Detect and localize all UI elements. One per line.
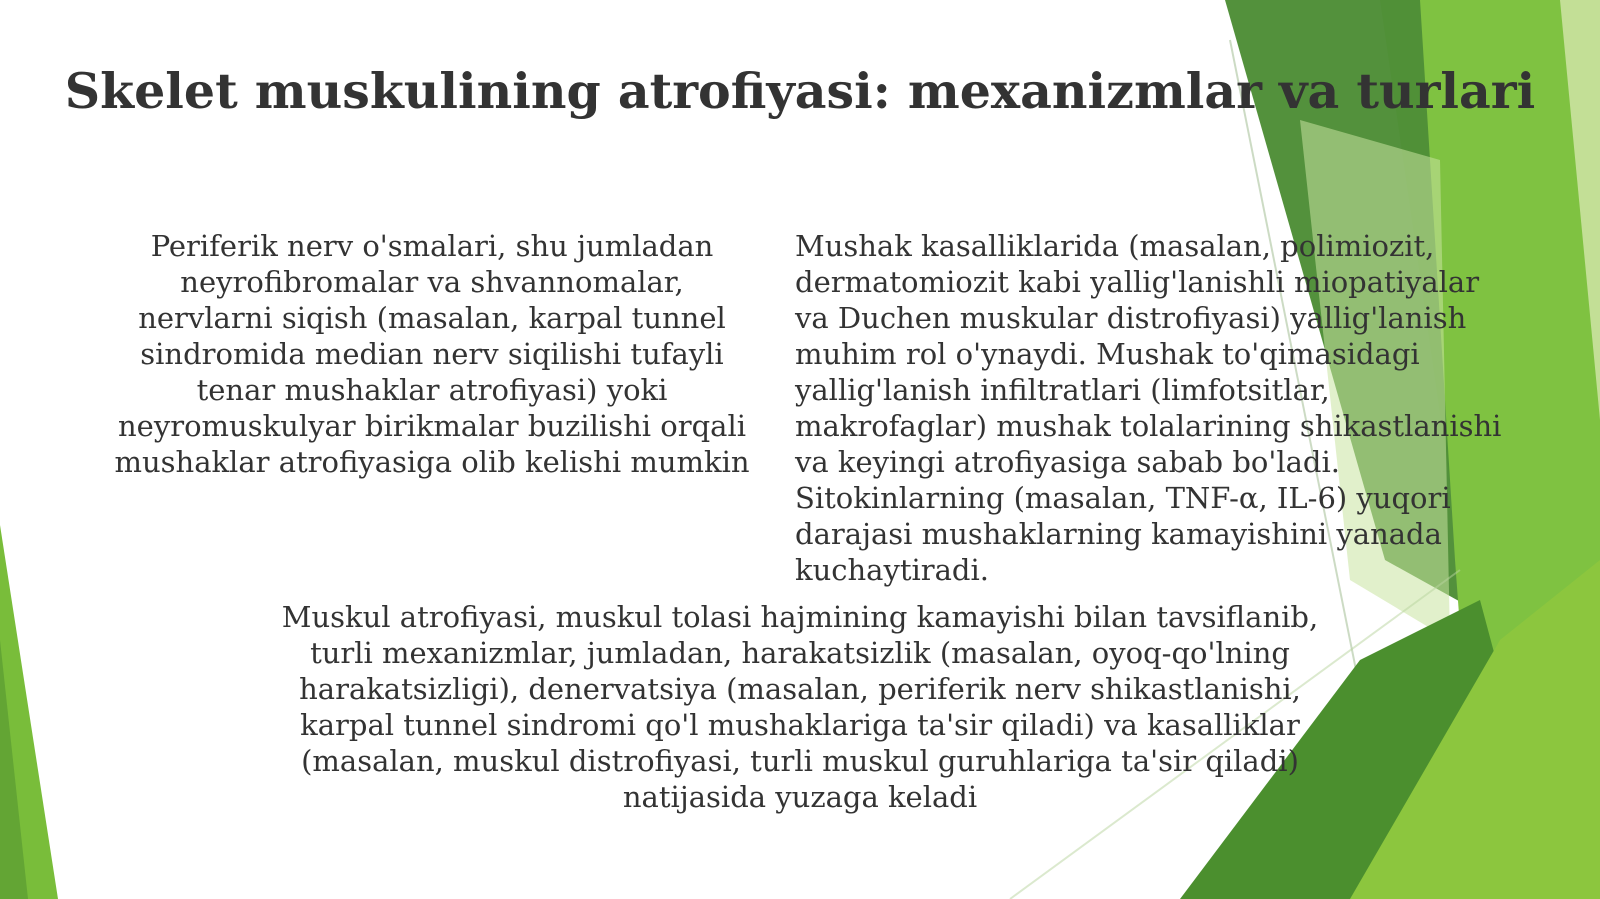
left-text-block: Periferik nerv o'smalari, shu jumladan neyrofibromalar va shvannomalar, nervlarni siqish (masalan, karpal tunnel sindromida median nerv siqilishi tufayli tenar mushaklar atrofiyasi) yoki neyromuskulyar birikmalar buzilishi orqali mushaklar atrofiyasiga olib kelishi mumkin <box>114 229 750 479</box>
slide-title: Skelet muskulining atrofiyasi: mexanizmlar va turlari <box>64 62 1536 120</box>
right-text-block: Mushak kasalliklarida (masalan, polimiozit, dermatomiozit kabi yallig'lanishli miopatiyalar va Duchen muskular distrofiyasi) yallig'lanish muhim rol o'ynaydi. Mushak to'qimasidagi yallig'lanish infiltratlari (limfotsitlar, makrofaglar) mushak tolalarining shikastlanishi va keyingi atrofiyasiga sabab bo'ladi. Sitokinlarning (masalan, TNF-α, IL-6) yuqori darajasi mushaklarning kamayishini yanada kuchaytiradi. <box>795 229 1502 587</box>
bottom-text-block: Muskul atrofiyasi, muskul tolasi hajmining kamayishi bilan tavsiflanib, turli mexanizmlar, jumladan, harakatsizlik (masalan, oyoq-qo'lning harakatsizligi), denervatsiya (masalan, periferik nerv shikastlanishi, karpal tunnel sindromi qo'l mushaklariga ta'sir qiladi) va kasalliklar (masalan, muskul distrofiyasi, turli muskul guruhlariga ta'sir qiladi) natijasida yuzaga keladi <box>281 600 1319 814</box>
